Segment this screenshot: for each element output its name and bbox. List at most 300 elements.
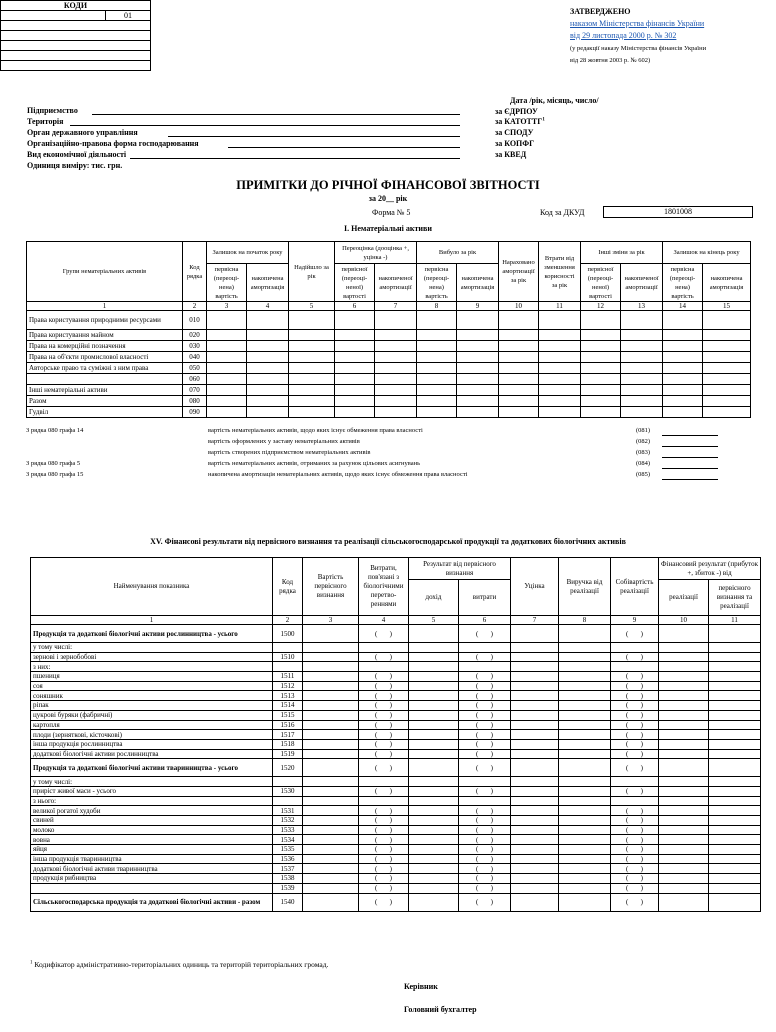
input-cell[interactable] xyxy=(621,352,663,363)
input-cell[interactable] xyxy=(559,749,611,759)
authority-line[interactable] xyxy=(168,136,460,137)
input-cell[interactable] xyxy=(409,720,459,730)
input-cell[interactable] xyxy=(559,652,611,662)
input-cell[interactable] xyxy=(659,739,709,749)
input-cell[interactable] xyxy=(359,816,409,826)
input-cell[interactable] xyxy=(611,786,659,796)
input-cell[interactable] xyxy=(659,893,709,911)
input-cell[interactable] xyxy=(247,363,289,374)
input-cell[interactable] xyxy=(247,396,289,407)
input-cell[interactable] xyxy=(457,311,499,330)
input-cell[interactable] xyxy=(409,739,459,749)
input-cell[interactable] xyxy=(359,835,409,845)
input-cell[interactable] xyxy=(559,854,611,864)
input-cell[interactable] xyxy=(511,854,559,864)
input-cell[interactable] xyxy=(207,385,247,396)
input-cell[interactable] xyxy=(499,311,539,330)
activity-line[interactable] xyxy=(130,158,460,159)
input-cell[interactable] xyxy=(409,874,459,884)
input-cell[interactable] xyxy=(659,854,709,864)
input-cell[interactable] xyxy=(409,662,459,672)
input-cell[interactable] xyxy=(559,786,611,796)
input-cell[interactable] xyxy=(359,701,409,711)
input-cell[interactable] xyxy=(359,739,409,749)
input-cell[interactable] xyxy=(459,672,511,682)
input-cell[interactable] xyxy=(581,407,621,418)
input-cell[interactable] xyxy=(303,825,359,835)
input-cell[interactable] xyxy=(303,662,359,672)
input-cell[interactable] xyxy=(559,643,611,653)
input-cell[interactable] xyxy=(709,893,761,911)
input-cell[interactable] xyxy=(621,407,663,418)
input-cell[interactable] xyxy=(659,835,709,845)
note-value-line[interactable] xyxy=(662,457,718,458)
input-cell[interactable] xyxy=(359,643,409,653)
input-cell[interactable] xyxy=(207,374,247,385)
input-cell[interactable] xyxy=(409,825,459,835)
input-cell[interactable] xyxy=(581,330,621,341)
input-cell[interactable] xyxy=(559,759,611,777)
input-cell[interactable] xyxy=(207,311,247,330)
input-cell[interactable] xyxy=(659,710,709,720)
input-cell[interactable] xyxy=(459,864,511,874)
input-cell[interactable] xyxy=(709,701,761,711)
input-cell[interactable] xyxy=(659,730,709,740)
input-cell[interactable] xyxy=(709,845,761,855)
input-cell[interactable] xyxy=(459,854,511,864)
input-cell[interactable] xyxy=(289,374,335,385)
input-cell[interactable] xyxy=(417,407,457,418)
input-cell[interactable] xyxy=(559,883,611,893)
input-cell[interactable] xyxy=(499,374,539,385)
input-cell[interactable] xyxy=(303,874,359,884)
input-cell[interactable] xyxy=(659,864,709,874)
input-cell[interactable] xyxy=(511,816,559,826)
input-cell[interactable] xyxy=(459,816,511,826)
input-cell[interactable] xyxy=(409,691,459,701)
input-cell[interactable] xyxy=(559,710,611,720)
input-cell[interactable] xyxy=(659,796,709,806)
input-cell[interactable] xyxy=(659,691,709,701)
note-value-line[interactable] xyxy=(662,468,718,469)
input-cell[interactable] xyxy=(459,652,511,662)
input-cell[interactable] xyxy=(359,786,409,796)
input-cell[interactable] xyxy=(663,311,703,330)
input-cell[interactable] xyxy=(417,330,457,341)
input-cell[interactable] xyxy=(335,341,375,352)
input-cell[interactable] xyxy=(303,710,359,720)
input-cell[interactable] xyxy=(207,363,247,374)
input-cell[interactable] xyxy=(289,363,335,374)
input-cell[interactable] xyxy=(303,883,359,893)
input-cell[interactable] xyxy=(511,759,559,777)
input-cell[interactable] xyxy=(511,681,559,691)
input-cell[interactable] xyxy=(511,691,559,701)
input-cell[interactable] xyxy=(459,701,511,711)
input-cell[interactable] xyxy=(703,341,751,352)
input-cell[interactable] xyxy=(457,341,499,352)
input-cell[interactable] xyxy=(457,407,499,418)
input-cell[interactable] xyxy=(303,864,359,874)
input-cell[interactable] xyxy=(359,625,409,643)
input-cell[interactable] xyxy=(289,341,335,352)
kved-cell[interactable] xyxy=(1,61,151,71)
input-cell[interactable] xyxy=(409,625,459,643)
input-cell[interactable] xyxy=(611,777,659,787)
input-cell[interactable] xyxy=(511,643,559,653)
input-cell[interactable] xyxy=(709,739,761,749)
input-cell[interactable] xyxy=(409,643,459,653)
input-cell[interactable] xyxy=(659,652,709,662)
input-cell[interactable] xyxy=(559,730,611,740)
input-cell[interactable] xyxy=(457,396,499,407)
input-cell[interactable] xyxy=(247,385,289,396)
input-cell[interactable] xyxy=(559,874,611,884)
input-cell[interactable] xyxy=(581,374,621,385)
input-cell[interactable] xyxy=(659,874,709,884)
input-cell[interactable] xyxy=(359,662,409,672)
input-cell[interactable] xyxy=(611,701,659,711)
input-cell[interactable] xyxy=(303,835,359,845)
input-cell[interactable] xyxy=(659,662,709,672)
input-cell[interactable] xyxy=(709,691,761,701)
input-cell[interactable] xyxy=(459,625,511,643)
input-cell[interactable] xyxy=(659,625,709,643)
input-cell[interactable] xyxy=(207,330,247,341)
input-cell[interactable] xyxy=(499,352,539,363)
territory-line[interactable] xyxy=(70,125,460,126)
input-cell[interactable] xyxy=(359,681,409,691)
input-cell[interactable] xyxy=(359,777,409,787)
input-cell[interactable] xyxy=(621,385,663,396)
input-cell[interactable] xyxy=(709,681,761,691)
input-cell[interactable] xyxy=(611,874,659,884)
input-cell[interactable] xyxy=(511,662,559,672)
input-cell[interactable] xyxy=(303,854,359,864)
input-cell[interactable] xyxy=(359,710,409,720)
input-cell[interactable] xyxy=(581,341,621,352)
input-cell[interactable] xyxy=(559,625,611,643)
input-cell[interactable] xyxy=(409,652,459,662)
input-cell[interactable] xyxy=(247,374,289,385)
date-day-cell[interactable]: 01 xyxy=(106,11,151,21)
input-cell[interactable] xyxy=(459,749,511,759)
input-cell[interactable] xyxy=(559,796,611,806)
input-cell[interactable] xyxy=(559,720,611,730)
input-cell[interactable] xyxy=(703,311,751,330)
input-cell[interactable] xyxy=(709,835,761,845)
input-cell[interactable] xyxy=(207,352,247,363)
input-cell[interactable] xyxy=(559,681,611,691)
input-cell[interactable] xyxy=(611,796,659,806)
input-cell[interactable] xyxy=(709,749,761,759)
input-cell[interactable] xyxy=(659,845,709,855)
input-cell[interactable] xyxy=(409,681,459,691)
input-cell[interactable] xyxy=(511,777,559,787)
input-cell[interactable] xyxy=(409,854,459,864)
input-cell[interactable] xyxy=(511,825,559,835)
approval-date-link[interactable]: від 29 листопада 2000 р. № 302 xyxy=(570,31,677,40)
input-cell[interactable] xyxy=(539,396,581,407)
input-cell[interactable] xyxy=(359,825,409,835)
input-cell[interactable] xyxy=(359,759,409,777)
input-cell[interactable] xyxy=(335,363,375,374)
input-cell[interactable] xyxy=(375,363,417,374)
input-cell[interactable] xyxy=(409,845,459,855)
input-cell[interactable] xyxy=(303,893,359,911)
input-cell[interactable] xyxy=(499,396,539,407)
input-cell[interactable] xyxy=(207,407,247,418)
input-cell[interactable] xyxy=(335,330,375,341)
note-value-line[interactable] xyxy=(662,446,718,447)
input-cell[interactable] xyxy=(409,701,459,711)
input-cell[interactable] xyxy=(659,643,709,653)
input-cell[interactable] xyxy=(459,643,511,653)
input-cell[interactable] xyxy=(539,341,581,352)
input-cell[interactable] xyxy=(359,883,409,893)
input-cell[interactable] xyxy=(709,672,761,682)
input-cell[interactable] xyxy=(709,720,761,730)
input-cell[interactable] xyxy=(459,720,511,730)
input-cell[interactable] xyxy=(611,825,659,835)
input-cell[interactable] xyxy=(457,374,499,385)
input-cell[interactable] xyxy=(417,385,457,396)
input-cell[interactable] xyxy=(303,739,359,749)
input-cell[interactable] xyxy=(303,701,359,711)
input-cell[interactable] xyxy=(709,730,761,740)
input-cell[interactable] xyxy=(559,691,611,701)
input-cell[interactable] xyxy=(417,311,457,330)
input-cell[interactable] xyxy=(709,796,761,806)
input-cell[interactable] xyxy=(459,786,511,796)
input-cell[interactable] xyxy=(303,786,359,796)
input-cell[interactable] xyxy=(539,363,581,374)
input-cell[interactable] xyxy=(659,883,709,893)
katottg-cell[interactable] xyxy=(1,31,151,41)
input-cell[interactable] xyxy=(359,874,409,884)
input-cell[interactable] xyxy=(559,864,611,874)
input-cell[interactable] xyxy=(335,396,375,407)
input-cell[interactable] xyxy=(409,710,459,720)
input-cell[interactable] xyxy=(611,845,659,855)
input-cell[interactable] xyxy=(709,806,761,816)
input-cell[interactable] xyxy=(703,330,751,341)
input-cell[interactable] xyxy=(663,341,703,352)
input-cell[interactable] xyxy=(359,691,409,701)
input-cell[interactable] xyxy=(409,672,459,682)
input-cell[interactable] xyxy=(303,796,359,806)
input-cell[interactable] xyxy=(611,816,659,826)
input-cell[interactable] xyxy=(335,352,375,363)
input-cell[interactable] xyxy=(409,893,459,911)
input-cell[interactable] xyxy=(511,874,559,884)
input-cell[interactable] xyxy=(611,893,659,911)
input-cell[interactable] xyxy=(709,825,761,835)
input-cell[interactable] xyxy=(611,759,659,777)
input-cell[interactable] xyxy=(659,720,709,730)
input-cell[interactable] xyxy=(289,407,335,418)
input-cell[interactable] xyxy=(457,330,499,341)
input-cell[interactable] xyxy=(611,643,659,653)
input-cell[interactable] xyxy=(581,385,621,396)
input-cell[interactable] xyxy=(611,662,659,672)
input-cell[interactable] xyxy=(303,652,359,662)
input-cell[interactable] xyxy=(611,854,659,864)
input-cell[interactable] xyxy=(359,672,409,682)
input-cell[interactable] xyxy=(303,730,359,740)
input-cell[interactable] xyxy=(499,385,539,396)
input-cell[interactable] xyxy=(511,883,559,893)
input-cell[interactable] xyxy=(459,681,511,691)
input-cell[interactable] xyxy=(247,407,289,418)
input-cell[interactable] xyxy=(663,374,703,385)
input-cell[interactable] xyxy=(409,777,459,787)
input-cell[interactable] xyxy=(375,341,417,352)
input-cell[interactable] xyxy=(511,893,559,911)
input-cell[interactable] xyxy=(409,835,459,845)
input-cell[interactable] xyxy=(303,749,359,759)
input-cell[interactable] xyxy=(247,330,289,341)
input-cell[interactable] xyxy=(459,874,511,884)
input-cell[interactable] xyxy=(621,374,663,385)
input-cell[interactable] xyxy=(709,662,761,672)
input-cell[interactable] xyxy=(703,385,751,396)
input-cell[interactable] xyxy=(359,893,409,911)
input-cell[interactable] xyxy=(409,806,459,816)
input-cell[interactable] xyxy=(499,341,539,352)
input-cell[interactable] xyxy=(459,883,511,893)
input-cell[interactable] xyxy=(559,893,611,911)
input-cell[interactable] xyxy=(303,720,359,730)
spodu-cell[interactable] xyxy=(1,41,151,51)
input-cell[interactable] xyxy=(409,749,459,759)
input-cell[interactable] xyxy=(709,759,761,777)
input-cell[interactable] xyxy=(511,786,559,796)
input-cell[interactable] xyxy=(289,385,335,396)
input-cell[interactable] xyxy=(659,749,709,759)
input-cell[interactable] xyxy=(539,407,581,418)
input-cell[interactable] xyxy=(511,806,559,816)
input-cell[interactable] xyxy=(459,739,511,749)
input-cell[interactable] xyxy=(663,363,703,374)
input-cell[interactable] xyxy=(663,407,703,418)
input-cell[interactable] xyxy=(359,730,409,740)
approval-order-link[interactable]: наказом Міністерства фінансів України xyxy=(570,19,705,28)
input-cell[interactable] xyxy=(375,330,417,341)
input-cell[interactable] xyxy=(611,672,659,682)
input-cell[interactable] xyxy=(709,816,761,826)
input-cell[interactable] xyxy=(559,806,611,816)
input-cell[interactable] xyxy=(303,681,359,691)
input-cell[interactable] xyxy=(581,396,621,407)
input-cell[interactable] xyxy=(207,396,247,407)
input-cell[interactable] xyxy=(511,739,559,749)
input-cell[interactable] xyxy=(611,730,659,740)
input-cell[interactable] xyxy=(709,874,761,884)
input-cell[interactable] xyxy=(659,701,709,711)
input-cell[interactable] xyxy=(417,363,457,374)
input-cell[interactable] xyxy=(457,363,499,374)
input-cell[interactable] xyxy=(539,330,581,341)
note-value-line[interactable] xyxy=(662,435,718,436)
input-cell[interactable] xyxy=(539,385,581,396)
input-cell[interactable] xyxy=(581,311,621,330)
input-cell[interactable] xyxy=(559,825,611,835)
input-cell[interactable] xyxy=(457,352,499,363)
input-cell[interactable] xyxy=(499,330,539,341)
input-cell[interactable] xyxy=(499,363,539,374)
input-cell[interactable] xyxy=(611,652,659,662)
input-cell[interactable] xyxy=(611,806,659,816)
input-cell[interactable] xyxy=(289,352,335,363)
input-cell[interactable] xyxy=(375,407,417,418)
input-cell[interactable] xyxy=(409,816,459,826)
input-cell[interactable] xyxy=(611,864,659,874)
input-cell[interactable] xyxy=(709,883,761,893)
input-cell[interactable] xyxy=(459,835,511,845)
input-cell[interactable] xyxy=(359,652,409,662)
input-cell[interactable] xyxy=(659,816,709,826)
input-cell[interactable] xyxy=(303,777,359,787)
input-cell[interactable] xyxy=(703,407,751,418)
input-cell[interactable] xyxy=(335,311,375,330)
input-cell[interactable] xyxy=(409,796,459,806)
input-cell[interactable] xyxy=(621,396,663,407)
input-cell[interactable] xyxy=(539,352,581,363)
input-cell[interactable] xyxy=(409,883,459,893)
input-cell[interactable] xyxy=(559,662,611,672)
input-cell[interactable] xyxy=(499,407,539,418)
input-cell[interactable] xyxy=(459,777,511,787)
input-cell[interactable] xyxy=(303,643,359,653)
input-cell[interactable] xyxy=(459,710,511,720)
input-cell[interactable] xyxy=(417,374,457,385)
input-cell[interactable] xyxy=(359,845,409,855)
input-cell[interactable] xyxy=(511,710,559,720)
input-cell[interactable] xyxy=(709,643,761,653)
kopfg-cell[interactable] xyxy=(1,51,151,61)
input-cell[interactable] xyxy=(559,835,611,845)
input-cell[interactable] xyxy=(581,363,621,374)
input-cell[interactable] xyxy=(511,864,559,874)
input-cell[interactable] xyxy=(659,672,709,682)
input-cell[interactable] xyxy=(335,407,375,418)
input-cell[interactable] xyxy=(359,854,409,864)
input-cell[interactable] xyxy=(659,759,709,777)
input-cell[interactable] xyxy=(335,374,375,385)
input-cell[interactable] xyxy=(559,739,611,749)
input-cell[interactable] xyxy=(511,796,559,806)
input-cell[interactable] xyxy=(611,681,659,691)
input-cell[interactable] xyxy=(409,864,459,874)
input-cell[interactable] xyxy=(511,625,559,643)
input-cell[interactable] xyxy=(375,396,417,407)
input-cell[interactable] xyxy=(359,796,409,806)
input-cell[interactable] xyxy=(709,710,761,720)
input-cell[interactable] xyxy=(511,701,559,711)
input-cell[interactable] xyxy=(659,786,709,796)
input-cell[interactable] xyxy=(409,730,459,740)
input-cell[interactable] xyxy=(459,796,511,806)
input-cell[interactable] xyxy=(511,720,559,730)
input-cell[interactable] xyxy=(459,662,511,672)
input-cell[interactable] xyxy=(659,825,709,835)
input-cell[interactable] xyxy=(359,720,409,730)
input-cell[interactable] xyxy=(581,352,621,363)
input-cell[interactable] xyxy=(459,845,511,855)
input-cell[interactable] xyxy=(359,864,409,874)
input-cell[interactable] xyxy=(621,341,663,352)
